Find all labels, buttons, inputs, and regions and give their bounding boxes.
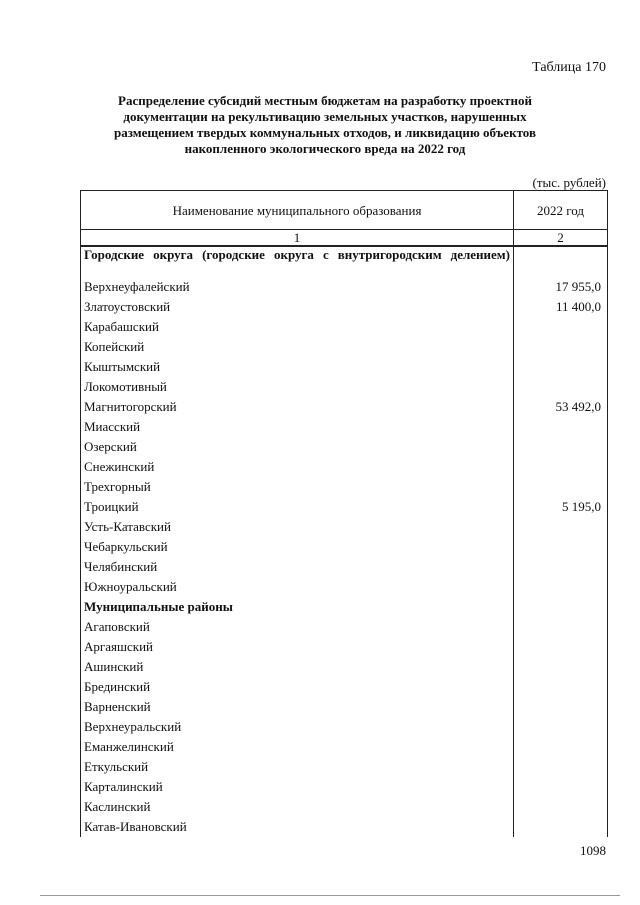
table-row <box>81 297 608 317</box>
subsidy-value <box>514 377 608 397</box>
subsidy-value <box>514 637 608 657</box>
table-row <box>81 677 608 697</box>
municipality-name: Магнитогорский <box>81 397 514 417</box>
municipality-name: Катав-Ивановский <box>81 817 514 837</box>
municipality-name: Южноуральский <box>81 577 514 597</box>
table-row <box>81 377 608 397</box>
table-row <box>81 477 608 497</box>
subsidy-value <box>514 617 608 637</box>
subsidy-value <box>514 477 608 497</box>
municipality-name: Трехгорный <box>81 477 514 497</box>
subsidy-value <box>514 737 608 757</box>
municipality-name: Миасский <box>81 417 514 437</box>
subsidy-value <box>514 717 608 737</box>
table-row <box>81 797 608 817</box>
subsidy-value: 11 400,0 <box>514 297 608 317</box>
municipality-name: Каслинский <box>81 797 514 817</box>
subsidy-value <box>514 597 608 617</box>
table-row <box>81 617 608 637</box>
table-row <box>81 637 608 657</box>
municipality-name: Верхнеуфалейский <box>81 277 514 297</box>
subsidy-value <box>514 797 608 817</box>
municipality-name: Верхнеуральский <box>81 717 514 737</box>
table-row <box>81 557 608 577</box>
subsidy-value <box>514 657 608 677</box>
subsidy-value <box>514 537 608 557</box>
table-row <box>81 817 608 837</box>
column-header-municipality: Наименование муниципального образования <box>81 191 514 230</box>
subsidy-value <box>514 817 608 837</box>
subsidy-value: 53 492,0 <box>514 397 608 417</box>
municipality-name: Карабашский <box>81 317 514 337</box>
table-row <box>81 777 608 797</box>
subsidy-value <box>514 337 608 357</box>
municipality-name: Городские округа (городские округа с внутригородским делением) <box>81 246 514 277</box>
municipality-name: Карталинский <box>81 777 514 797</box>
table-row <box>81 497 608 517</box>
table-row <box>81 357 608 377</box>
table-row <box>81 657 608 677</box>
subsidy-value <box>514 557 608 577</box>
column-number-row <box>81 230 608 247</box>
table-row <box>81 437 608 457</box>
subsidy-value <box>514 357 608 377</box>
table-row <box>81 317 608 337</box>
group-header-row <box>81 246 608 277</box>
municipality-name: Златоустовский <box>81 297 514 317</box>
municipality-name: Снежинский <box>81 457 514 477</box>
subsidy-value <box>514 437 608 457</box>
subsidy-value <box>514 677 608 697</box>
table-row <box>81 737 608 757</box>
municipality-name: Чебаркульский <box>81 537 514 557</box>
municipality-name: Муниципальные районы <box>81 597 514 617</box>
table-row <box>81 277 608 297</box>
subsidy-value <box>514 777 608 797</box>
subsidy-value <box>514 457 608 477</box>
municipality-name: Троицкий <box>81 497 514 517</box>
document-title: Распределение субсидий местным бюджетам на разработку проектной документации на рекультивацию земельных участков, нарушенных размещением твердых коммунальных отходов, и ликвидацию объектов накопленного экологического вреда на 2022 год <box>114 93 536 156</box>
municipality-name: Еткульский <box>81 757 514 777</box>
table-body <box>81 246 608 837</box>
subsidy-value <box>514 246 608 277</box>
column-number-1: 1 <box>81 230 514 247</box>
table-row <box>81 337 608 357</box>
table-row <box>81 577 608 597</box>
municipality-name: Челябинский <box>81 557 514 577</box>
municipality-name: Локомотивный <box>81 377 514 397</box>
table-row <box>81 397 608 417</box>
municipality-name: Агаповский <box>81 617 514 637</box>
table-number: Таблица 170 <box>532 60 606 75</box>
subsidy-value <box>514 697 608 717</box>
municipality-name: Брединский <box>81 677 514 697</box>
municipality-name: Ашинский <box>81 657 514 677</box>
municipality-name: Усть-Катавский <box>81 517 514 537</box>
table-row <box>81 417 608 437</box>
subsidy-value <box>514 757 608 777</box>
municipality-name: Копейский <box>81 337 514 357</box>
page-number: 1098 <box>580 843 606 858</box>
table-row <box>81 517 608 537</box>
group-header-row <box>81 597 608 617</box>
header-row <box>81 191 608 230</box>
subsidy-value: 17 955,0 <box>514 277 608 297</box>
subsidy-table <box>80 190 608 837</box>
municipality-name: Аргаяшский <box>81 637 514 657</box>
subsidy-value <box>514 577 608 597</box>
bottom-rule <box>40 895 620 896</box>
municipality-name: Озерский <box>81 437 514 457</box>
municipality-name: Кыштымский <box>81 357 514 377</box>
column-number-2: 2 <box>514 230 608 247</box>
subsidy-value <box>514 517 608 537</box>
municipality-name: Еманжелинский <box>81 737 514 757</box>
unit-label: (тыс. рублей) <box>532 175 606 190</box>
subsidy-value: 5 195,0 <box>514 497 608 517</box>
column-header-year: 2022 год <box>514 191 608 230</box>
table-row <box>81 697 608 717</box>
table-row <box>81 457 608 477</box>
subsidy-value <box>514 317 608 337</box>
municipality-name: Варненский <box>81 697 514 717</box>
table-row <box>81 537 608 557</box>
table-row <box>81 717 608 737</box>
table-row <box>81 757 608 777</box>
subsidy-value <box>514 417 608 437</box>
